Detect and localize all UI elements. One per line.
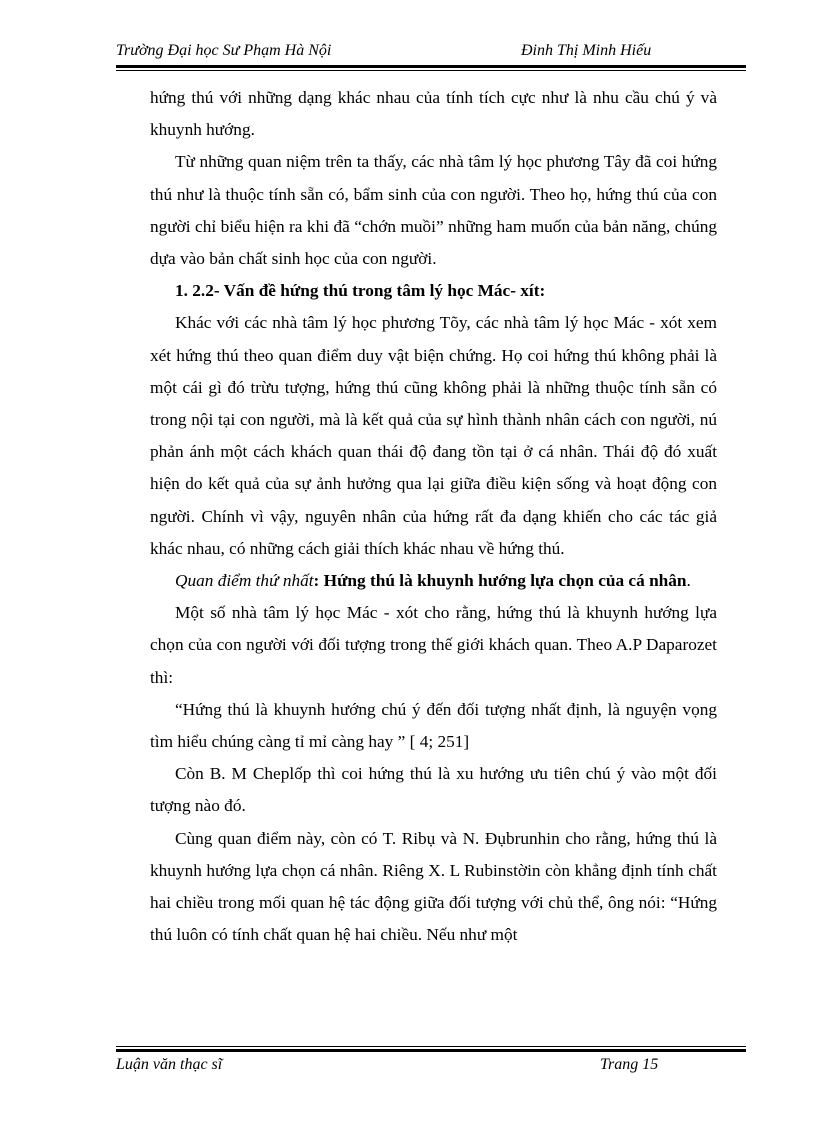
header-rule-thin (116, 70, 746, 71)
page-footer (116, 1056, 746, 1080)
paragraph-3: Khác với các nhà tâm lý học phương Tõy, các nhà tâm lý học Mác - xót xem xét hứng thú theo quan điểm duy vật biện chứng. Họ coi hứng thú không phải là một cái gì đó trừu tượng, hứng thú cũng không phải là những thuộc tính sẵn có trong nội tại con người, mà là kết quả của sự hình thành nhân cách con người, nú phản ánh một cách khách quan thái độ đang tồn tại ở cá nhân. Thái độ đó xuất hiện do kết quả của sự ảnh hưởng qua lại giữa điều kiện sống và hoạt động con người. Chính vì vậy, nguyên nhân của hứng rất đa dạng khiến cho các tác giả khác nhau, có những cách giải thích khác nhau về hứng thú. (150, 313, 717, 558)
footer-page-number: Trang 15 (600, 1056, 659, 1073)
paragraph-4: Một số nhà tâm lý học Mác - xót cho rằng, hứng thú là khuynh hướng lựa chọn của con người với đối tượng trong thế giới khách quan. Theo A.P Daparozet thì: (150, 603, 717, 687)
paragraph-2: Từ những quan niệm trên ta thấy, các nhà tâm lý học phương Tây đã coi hứng thú như là thuộc tính sẵn có, bẩm sinh của con người. Theo họ, hứng thú của con người chỉ biểu hiện ra khi đã “chớn muồi” những ham muốn của bản năng, chúng dựa vào bản chất sinh học của con người. (150, 152, 717, 269)
paragraph-6: Còn B. M Cheplốp thì coi hứng thú là xu hướng ưu tiên chú ý vào một đối tượng nào đó. (150, 764, 717, 816)
header-institution: Trường Đại học Sư Phạm Hà Nội (116, 42, 332, 59)
viewpoint-paragraph (150, 565, 717, 597)
footer-thesis-type: Luận văn thạc sĩ (116, 1056, 223, 1073)
viewpoint-end: . (686, 571, 691, 591)
page-body (150, 82, 717, 951)
header-author: Đinh Thị Minh Hiếu (521, 42, 652, 59)
footer-rule-thick (116, 1049, 746, 1052)
viewpoint-colon: : (313, 571, 324, 591)
viewpoint-label: Quan điểm thứ nhất (175, 571, 314, 591)
header-rule-thick (116, 65, 746, 68)
footer-rule-thin (116, 1046, 746, 1047)
paragraph-1: hứng thú với những dạng khác nhau của tính tích cực như là nhu cầu chú ý và khuynh hướng. (150, 88, 717, 140)
viewpoint-statement: Hứng thú là khuynh hướng lựa chọn của cá nhân (323, 571, 687, 591)
quote-paragraph: “Hứng thú là khuynh hướng chú ý đến đối tượng nhất định, là nguyện vọng tìm hiểu chúng càng tỉ mỉ càng hay ” [ 4; 251] (150, 699, 717, 752)
paragraph-7: Cùng quan điểm này, còn có T. Ribụ và N. Đụbrunhin cho rằng, hứng thú là khuynh hướng lựa chọn cá nhân. Riêng X. L Rubinstờin còn khẳng định tính chất hai chiều trong mối quan hệ tác động giữa đối tượng với chủ thể, ông nói: “Hứng thú luôn có tính chất quan hệ hai chiều. Nếu như một (150, 828, 717, 945)
page-header (116, 40, 746, 66)
section-heading: 1. 2.2- Vấn đề hứng thú trong tâm lý học Mác- xít: (175, 281, 546, 301)
